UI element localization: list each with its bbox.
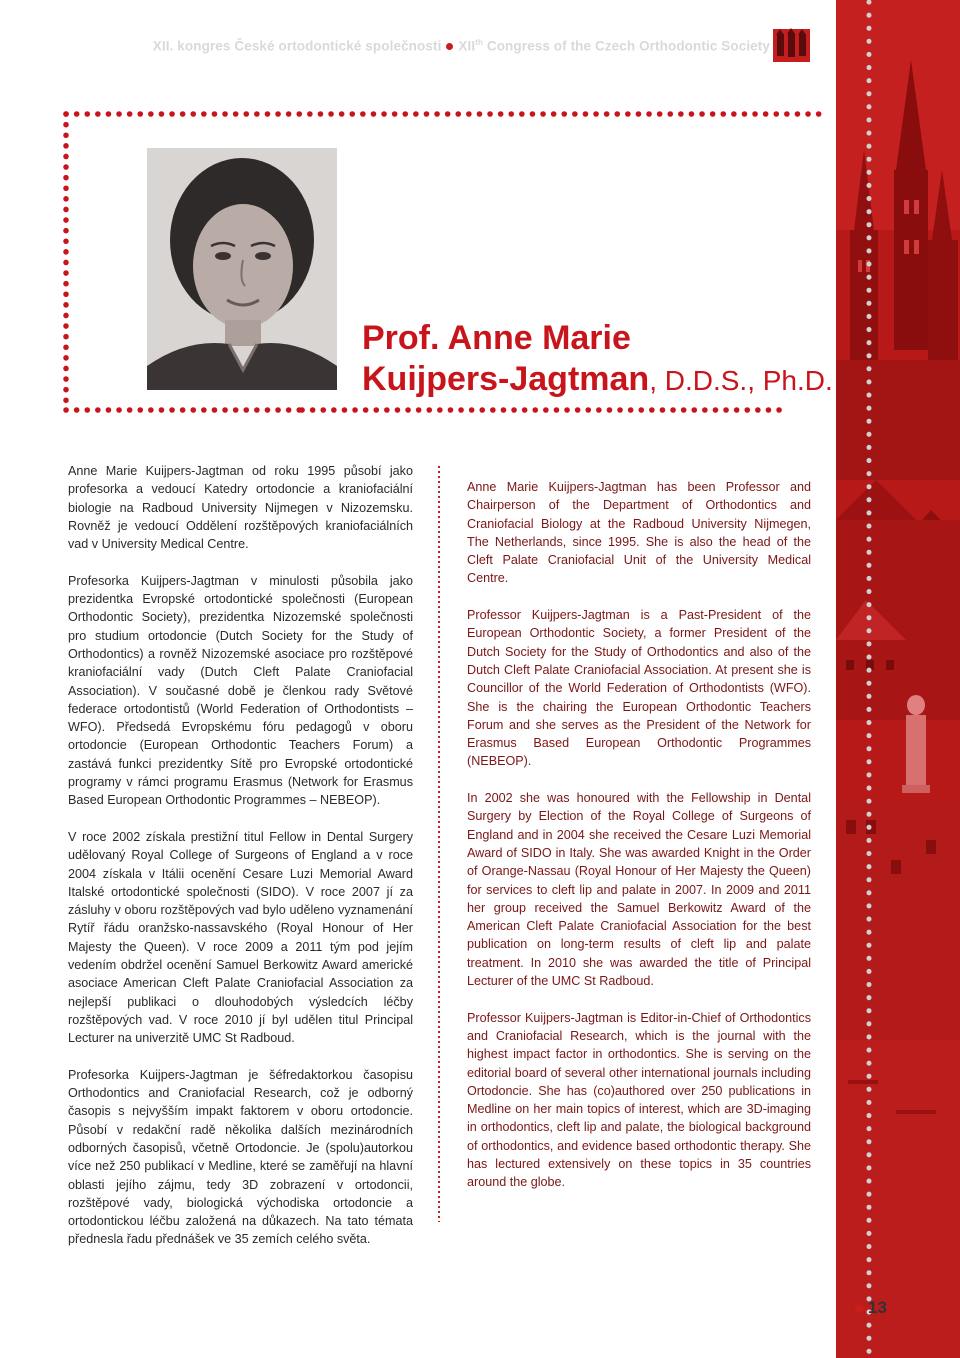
congress-logo-icon	[773, 29, 810, 62]
logo-tower-left	[777, 34, 784, 56]
czech-paragraph: Anne Marie Kuijpers-Jagtman od roku 1995 působí jako profesorka a vedoucí Katedry ortodoncie a kraniofaciální biologie na Radboud University Nijmegen v Nizozemsku. Rovněž je vedoucí Oddělení rozštěpových kraniofaciálních vad v University Medical Centre.	[68, 464, 413, 552]
bullet-icon	[446, 43, 453, 50]
column-divider	[438, 466, 440, 1222]
title-degrees: , D.D.S., Ph.D.	[649, 364, 833, 396]
header-czech: XII. kongres České ortodontické společnosti	[152, 38, 442, 54]
bullet-icon	[855, 1304, 864, 1313]
english-column	[467, 478, 811, 1210]
header-english-prefix: XII	[458, 38, 476, 54]
english-paragraph: Professor Kuijpers-Jagtman is Editor-in-Chief of Orthodontics and Craniofacial Research, which is the journal with the highest impact factor in orthodontics. She is serving on the editorial board of several other international journals including Ortodoncie. She has (co)authored over 250 publications in Medline on her main topics of interest, which are 3D-imaging in orthodontics, cleft lip and palate, the biological background of orthodontics, and evidence based orthodontic therapy. She has lectured extensively on these topics in 35 countries around the globe.	[467, 1010, 811, 1190]
logo-tower-center	[788, 33, 795, 57]
header-english-sup: th	[475, 38, 483, 47]
title-surname: Kuijpers-Jagtman	[362, 359, 650, 398]
page-number-text: 13	[868, 1298, 887, 1317]
english-paragraph: Professor Kuijpers-Jagtman is a Past-President of the European Orthodontic Society, a former President of the Dutch Society for the Study of Orthodontics and also of the Dutch Cleft Palate Craniofacial Association. At present she is Councillor of the World Federation of Orthodontists (WFO). She is the chairing the European Orthodontic Teachers Forum and she serves as the President of the Network for Erasmus Based European Orthodontic Programmes (NEBEOP).	[467, 608, 811, 769]
logo-tower-right	[799, 34, 806, 56]
decorative-city-panel	[836, 0, 960, 1358]
czech-column	[68, 462, 413, 1267]
czech-paragraph: Profesorka Kuijpers-Jagtman v minulosti působila jako prezidentka Evropské ortodontické společnosti (European Orthodontic Society), prezidentka Nizozemské společnosti pro studium ortodoncie (Dutch Society for the Study of Orthodontics) a rovněž Nizozemské asociace pro rozštěpové kraniofaciální vady (Dutch Cleft Palate Craniofacial Association). V současné době je členkou rady Světové federace ortodontistů (World Federation of Orthodontists – WFO). Předsedá Evropskému fóru pedagogů v oboru ortodoncie (European Orthodontic Teachers Forum) a zastává funkci prezidentky Sítě pro Evropské ortodontické programy v rámci programu Erasmus (Network for Erasmus Based European Orthodontic Programmes – NEBEOP).	[68, 573, 413, 808]
english-paragraph: Anne Marie Kuijpers-Jagtman has been Professor and Chairperson of the Department of Orthodontics and Craniofacial Biology at the Radboud University Nijmegen, The Netherlands, since 1995. She is also the head of the Cleft Palate Craniofacial Unit of the University Medical Centre.	[467, 480, 811, 586]
czech-paragraph: Profesorka Kuijpers-Jagtman je šéfredaktorkou časopisu Orthodontics and Craniofacial Research, což je odborný časopis s nejvyšším impakt faktorem v oboru ortodoncie. Působí v redakční radě několika dalších mezinárodních odborných časopisů, včetně Ortodoncie. Je (spolu)autorkou více než 250 publikací v Medline, které se zaměřují na hlavní oblasti jejího zájmu, tedy 3D zobrazení v ortodoncii, rozštěpové vady, biologická východiska ortodoncie a ortodontickou léčbu založená na důkazech. Na tato témata přednesla řadu přednášek ve 35 zemích celého světa.	[68, 1067, 413, 1247]
city-silhouette	[836, 0, 960, 1358]
portrait-illustration	[147, 148, 337, 390]
speaker-title	[362, 318, 833, 400]
header-english: Congress of the Czech Orthodontic Society	[486, 38, 770, 54]
dotted-vertical-border	[864, 0, 874, 1358]
title-line-1: Prof. Anne Marie	[362, 319, 631, 357]
title-line-2	[362, 359, 833, 400]
czech-paragraph: V roce 2002 získala prestižní titul Fellow in Dental Surgery udělovaný Royal College of Surgeons of England a v roce 2004 získala v Itálii ocenění Cesare Luzi Memorial Award Italské ortodontické společnosti (SIDO). V roce 2007 jí za zásluhy v oboru rozštěpových vad bylo uděleno vyznamenání Rytíř řádu oranžsko-nassavského (Royal Honour of Her Majesty the Queen). V roce 2009 a 2011 tým pod jejím vedením obdržel ocenění Samuel Berkowitz Award americké asociace American Cleft Palate Craniofacial Association za nejlepší publikaci o dlouhodobých výsledcích léčby rozštěpových vad. V roce 2010 jí byl udělen titul Principal Lecturer na univerzitě UMC St Radboud.	[68, 829, 413, 1046]
portrait-photo	[147, 148, 337, 390]
running-header	[0, 38, 770, 54]
page-number	[855, 1298, 887, 1318]
english-paragraph: In 2002 she was honoured with the Fellowship in Dental Surgery by Election of the Royal College of Surgeons of England and in 2004 she received the Cesare Luzi Memorial Award of SIDO in Italy. She was awarded Knight in the Order of Orange-Nassau (Royal Honour of Her Majesty the Queen) for services to cleft lip and palate in 2007. In 2009 and 2011 her group received the Samuel Berkowitz Award of the American Cleft Palate Craniofacial Association for the best publication on long-term results of cleft lip and palate treatment. In 2010 she was awarded the title of Principal Lecturer of the UMC St Radboud.	[467, 791, 811, 989]
